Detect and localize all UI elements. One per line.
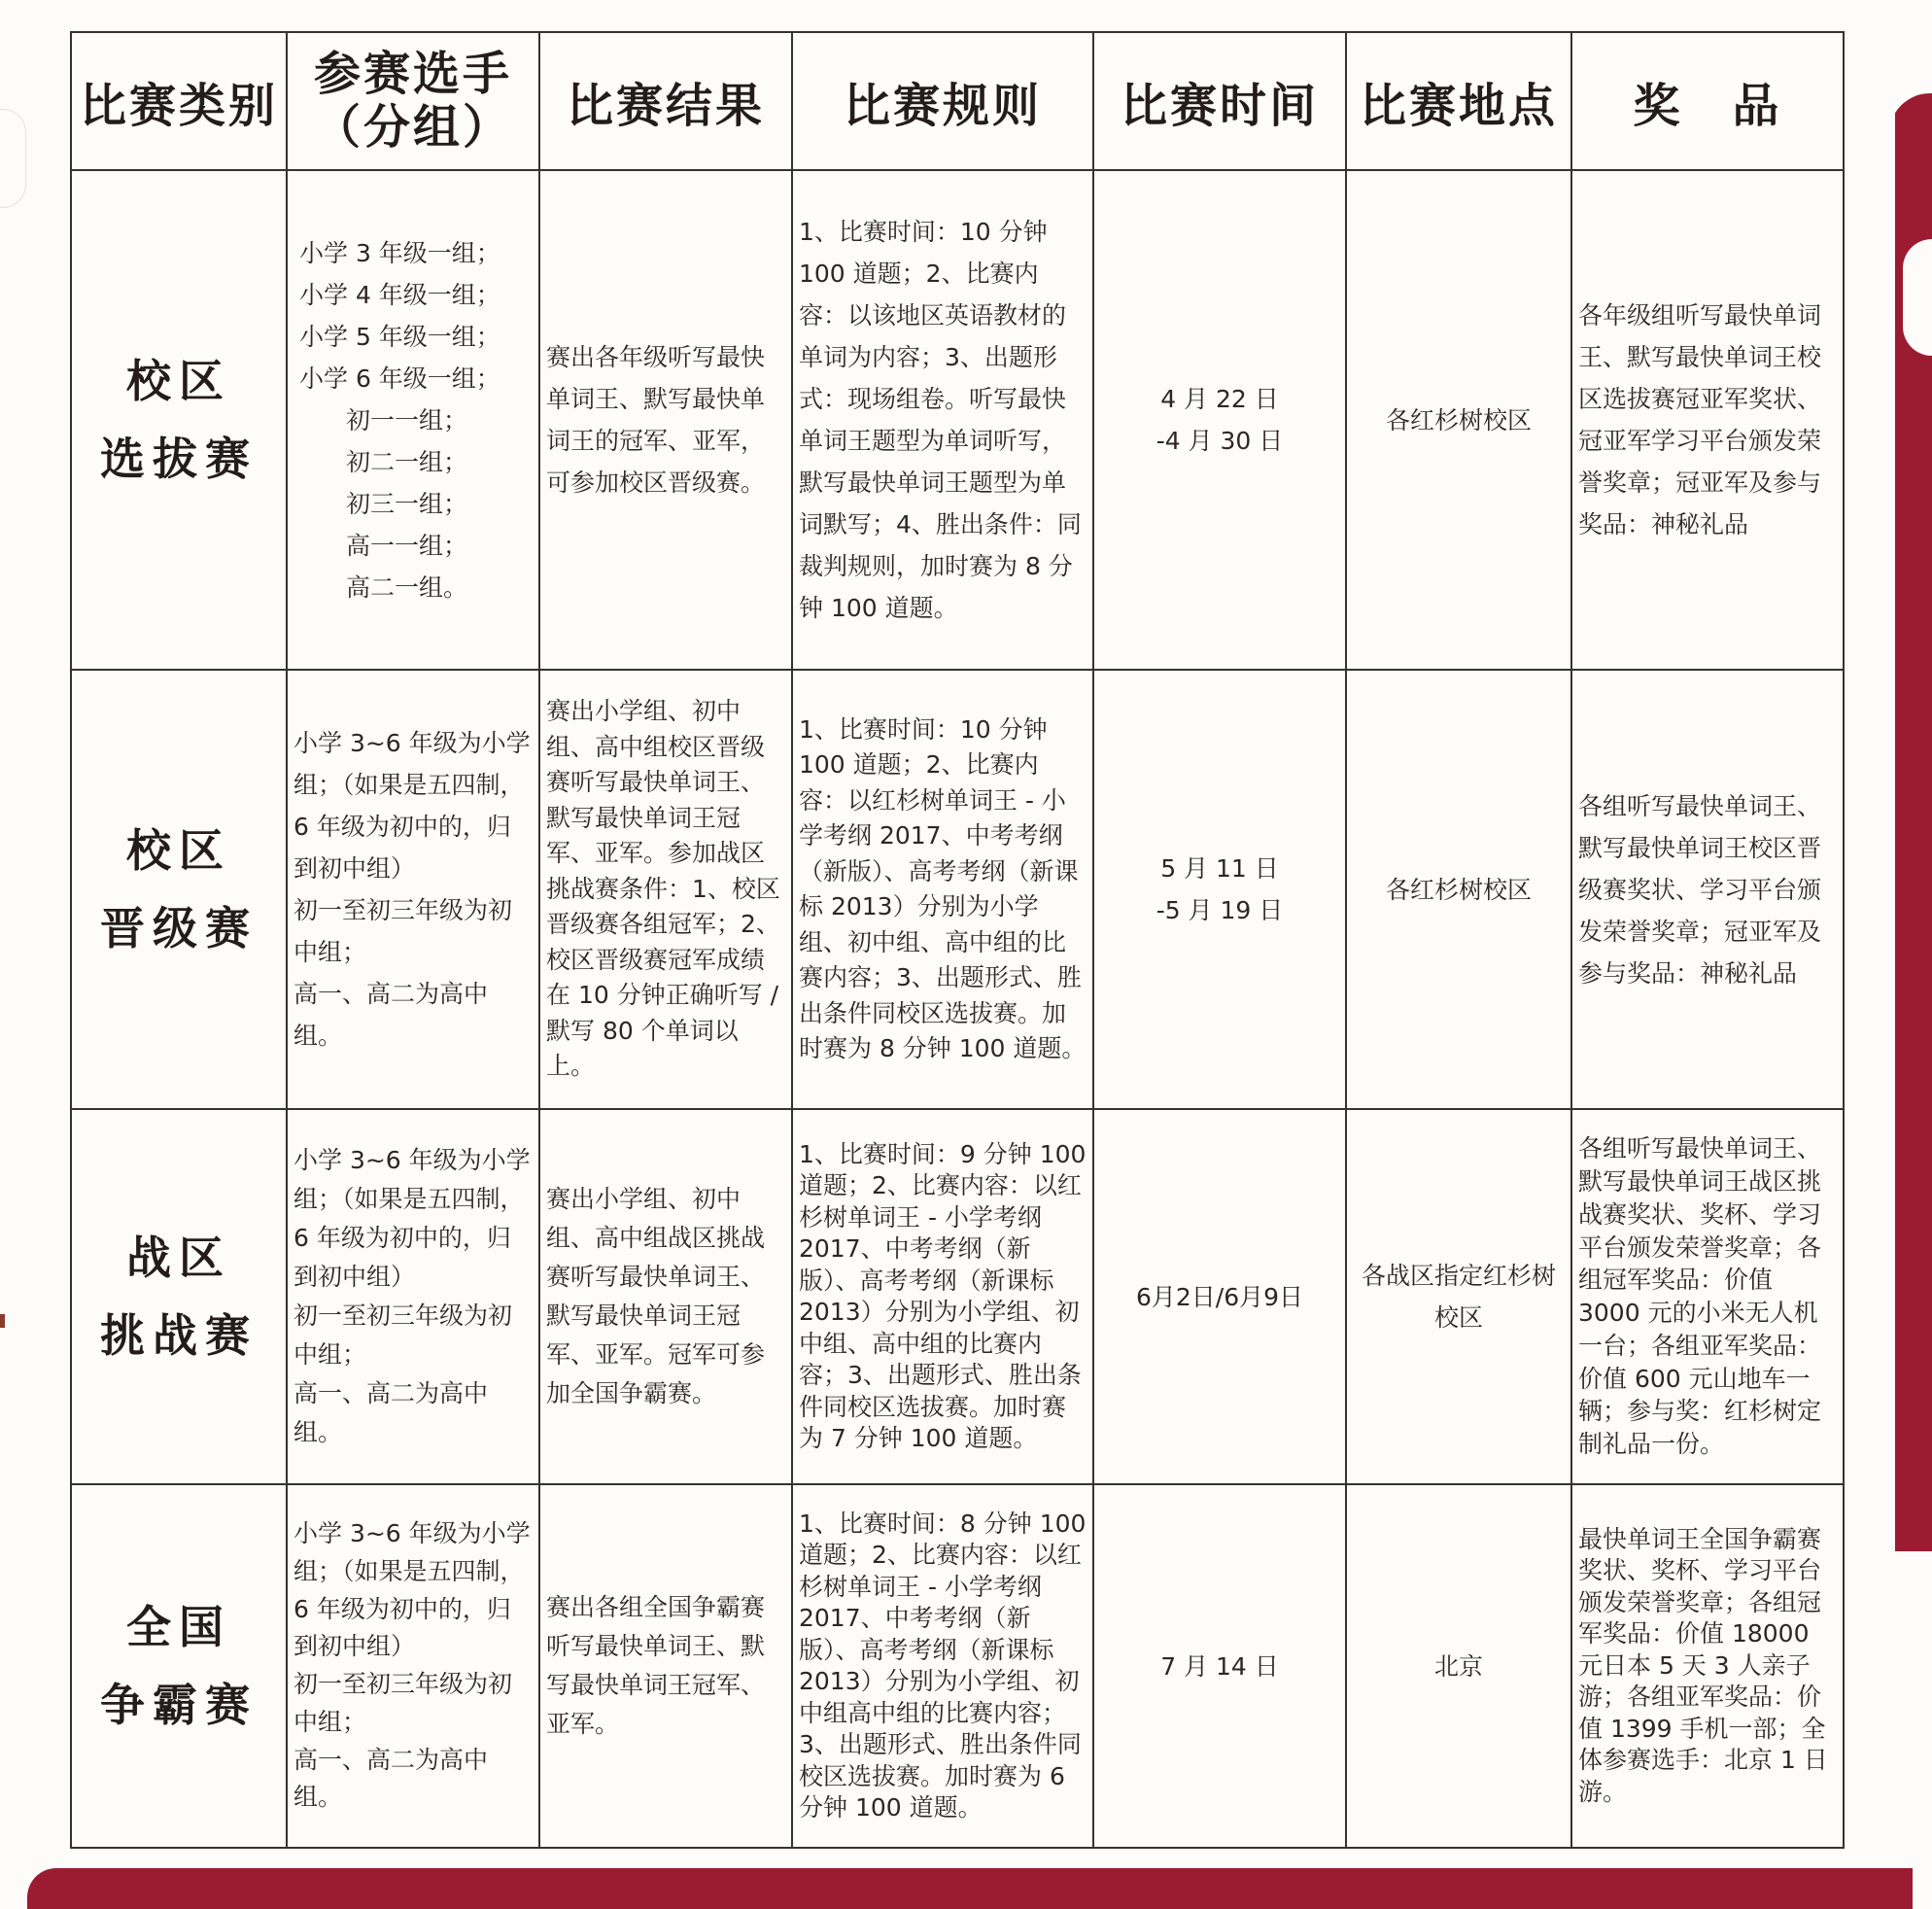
players-line: 高一一组； [346, 531, 468, 560]
result-cell: 赛出小学组、初中组、高中组校区晋级赛听写最快单词王、默写最快单词王冠军、亚军。参加战区挑战赛条件：1、校区晋级赛各组冠军；2、校区晋级赛冠军成绩在 10 分钟正确听写 / 默写 80 个单词以上。 [539, 670, 792, 1109]
header-players-line1: 参赛选手 [313, 46, 512, 101]
category-line: 选拔赛 [100, 433, 258, 485]
time-line: 5 月 11 日 [1160, 854, 1279, 883]
players-line: 小学 4 年级一组； [299, 280, 500, 309]
category-line: 战区 [126, 1231, 231, 1284]
players-line: 高二一组。 [346, 573, 468, 602]
rules-cell: 1、比赛时间：8 分钟 100 道题；2、比赛内容：以红杉树单词王 - 小学考纲 2017、中考考纲（新版）、高考考纲（新课标 2013）分别为小学组、初中组高中组的比赛内容；3、出题形式、胜出条件同校区选拔赛。加时赛为 6 分钟 100 道题。 [792, 1484, 1093, 1848]
players-cell [287, 170, 539, 670]
players-line: 小学 3 年级一组； [299, 238, 500, 267]
rules-cell: 1、比赛时间：10 分钟 100 道题；2、比赛内容：以红杉树单词王 - 小学考纲 2017、中考考纲（新版）、高考考纲（新课标 2013）分别为小学组、初中组、高中组的比赛内容；3、出题形式、胜出条件同校区选拔赛。加时赛为 8 分钟 100 道题。 [792, 670, 1093, 1109]
category-cell [71, 1109, 287, 1484]
category-cell [71, 1484, 287, 1848]
players-line: 初一至初三年级为初中组； [293, 896, 513, 966]
players-cell [287, 1109, 539, 1484]
time-cell [1093, 1484, 1346, 1848]
result-cell: 赛出各年级听写最快单词王、默写最快单词王的冠军、亚军，可参加校区晋级赛。 [539, 170, 792, 670]
players-cell [287, 670, 539, 1109]
header-players [287, 32, 539, 170]
players-line: 小学 3~6 年级为小学组；（如果是五四制，6 年级为初中的，归到初中组） [293, 1519, 531, 1661]
players-line: 高一、高二为高中组。 [293, 1745, 489, 1812]
players-line: 小学 6 年级一组； [299, 364, 500, 393]
time-line: 4 月 22 日 [1160, 385, 1279, 413]
rules-cell: 1、比赛时间：10 分钟 100 道题；2、比赛内容：以该地区英语教材的单词为内容；3、出题形式：现场组卷。听写最快单词王题型为单词听写，默写最快单词王题型为单词默写；4、胜出条件：同裁判规则，加时赛为 8 分钟 100 道题。 [792, 170, 1093, 670]
category-line: 争霸赛 [100, 1679, 258, 1731]
result-cell: 赛出小学组、初中组、高中组战区挑战赛听写最快单词王、默写最快单词王冠军、亚军。冠军可参加全国争霸赛。 [539, 1109, 792, 1484]
result-cell: 赛出各组全国争霸赛听写最快单词王、默写最快单词王冠军、亚军。 [539, 1484, 792, 1848]
category-line: 校区 [126, 823, 231, 877]
frame-right-notch [1903, 239, 1932, 356]
players-line: 初二一组； [346, 447, 468, 476]
time-line: -4 月 30 日 [1156, 427, 1284, 455]
players-line: 初一至初三年级为初中组； [293, 1670, 513, 1736]
players-line: 小学 5 年级一组； [299, 322, 500, 351]
rules-cell: 1、比赛时间：9 分钟 100 道题；2、比赛内容：以红杉树单词王 - 小学考纲 2017、中考考纲（新版）、高考考纲（新课标 2013）分别为小学组、初中组、高中组的比赛内容；3、出题形式、胜出条件同校区选拔赛。加时赛为 7 分钟 100 道题。 [792, 1109, 1093, 1484]
frame-left-tick [0, 1314, 5, 1328]
prizes-cell: 最快单词王全国争霸赛奖状、奖杯、学习平台颁发荣誉奖章；各组冠军奖品：价值 18000 元日本 5 天 3 人亲子游；各组亚军奖品：价值 1399 手机一部；全体参赛选手：北京 1 日游。 [1571, 1484, 1844, 1848]
location-cell: 北京 [1346, 1484, 1571, 1848]
header-result: 比赛结果 [539, 32, 792, 170]
prizes-cell: 各年级组听写最快单词王、默写最快单词王校区选拔赛冠亚军奖状、冠亚军学习平台颁发荣誉奖章；冠亚军及参与奖品：神秘礼品 [1571, 170, 1844, 670]
category-line: 校区 [126, 354, 231, 407]
time-line: 7 月 14 日 [1160, 1651, 1279, 1681]
header-prizes: 奖 品 [1571, 32, 1844, 170]
players-line: 初一至初三年级为初中组； [293, 1302, 513, 1369]
prizes-cell: 各组听写最快单词王、默写最快单词王战区挑战赛奖状、奖杯、学习平台颁发荣誉奖章；各组冠军奖品：价值 3000 元的小米无人机一台；各组亚军奖品：价值 600 元山地车一辆；参与奖：红杉树定制礼品一份。 [1571, 1109, 1844, 1484]
players-line: 高一、高二为高中组。 [293, 980, 489, 1050]
competition-table [70, 31, 1845, 1849]
time-cell [1093, 170, 1346, 670]
players-line: 小学 3~6 年级为小学组；（如果是五四制，6 年级为初中的，归到初中组） [293, 729, 531, 883]
time-line: -5 月 19 日 [1156, 896, 1284, 924]
table-row [71, 1109, 1844, 1484]
frame-left-notch [0, 109, 26, 208]
header-category: 比赛类别 [71, 32, 287, 170]
players-line: 初一一组； [346, 405, 468, 434]
header-row [71, 32, 1844, 170]
frame-bottom-border [27, 1868, 1913, 1909]
players-line: 小学 3~6 年级为小学组；（如果是五四制，6 年级为初中的，归到初中组） [293, 1146, 531, 1291]
location-cell: 各红杉树校区 [1346, 170, 1571, 670]
time-line: 6月2日/6月9日 [1135, 1282, 1304, 1311]
category-line: 全国 [126, 1600, 231, 1653]
table-row [71, 670, 1844, 1109]
players-line: 高一、高二为高中组。 [293, 1379, 489, 1446]
table-row [71, 1484, 1844, 1848]
header-time: 比赛时间 [1093, 32, 1346, 170]
category-cell [71, 170, 287, 670]
time-cell [1093, 1109, 1346, 1484]
location-cell: 各战区指定红杉树校区 [1346, 1109, 1571, 1484]
prizes-cell: 各组听写最快单词王、默写最快单词王校区晋级赛奖状、学习平台颁发荣誉奖章；冠亚军及参与奖品：神秘礼品 [1571, 670, 1844, 1109]
location-cell: 各红杉树校区 [1346, 670, 1571, 1109]
category-line: 挑战赛 [100, 1309, 258, 1362]
players-cell [287, 1484, 539, 1848]
frame-right-border [1889, 93, 1932, 1551]
header-players-line2: （分组） [313, 100, 512, 155]
header-location: 比赛地点 [1346, 32, 1571, 170]
category-cell [71, 670, 287, 1109]
players-line: 初三一组； [346, 489, 468, 518]
time-cell [1093, 670, 1346, 1109]
table-row [71, 170, 1844, 670]
header-rules: 比赛规则 [792, 32, 1093, 170]
category-line: 晋级赛 [100, 902, 258, 954]
